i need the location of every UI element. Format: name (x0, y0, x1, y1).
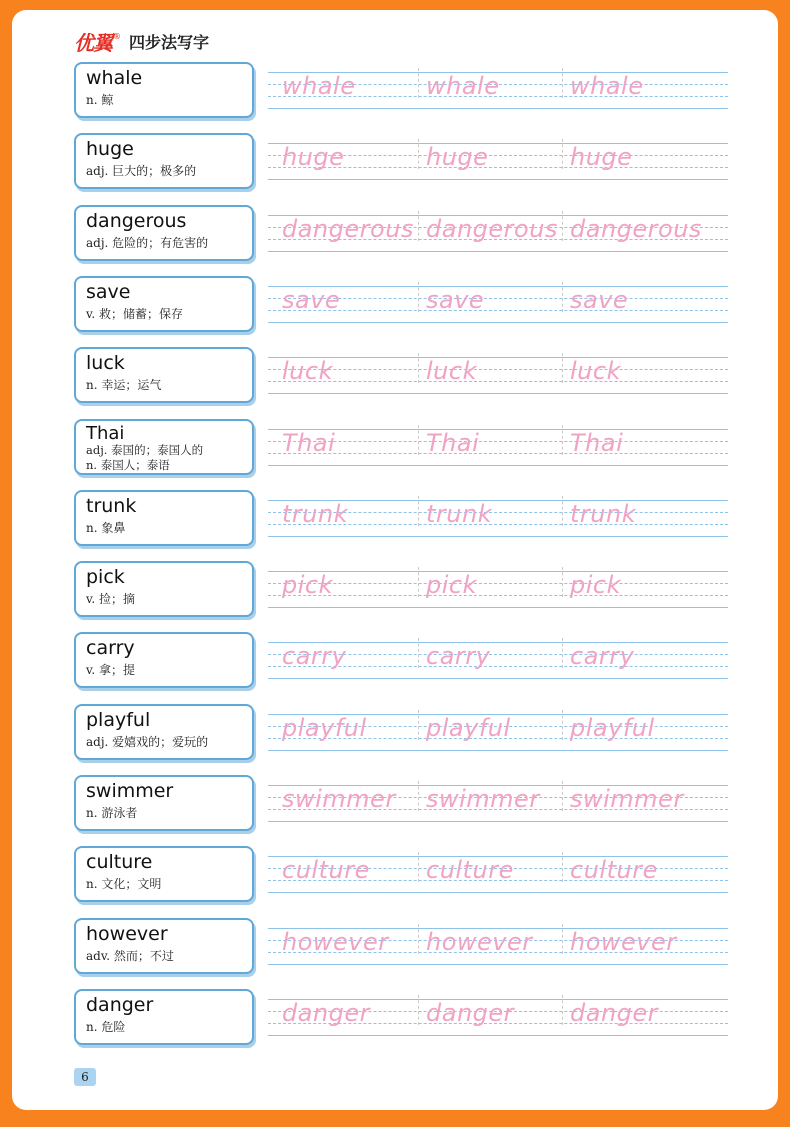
column-separator (562, 211, 563, 241)
vocab-meaning: v. 救；储蓄；保存 (86, 306, 183, 321)
vocab-meaning: n. 鲸 (86, 93, 114, 107)
word-card (74, 989, 254, 1045)
word-card (74, 775, 254, 831)
page-header (74, 24, 209, 58)
guide-line (268, 108, 728, 109)
column-separator (418, 211, 419, 241)
vocab-meaning: v. 捡；摘 (86, 592, 135, 607)
trace-word: carry (570, 642, 635, 671)
guide-line (268, 821, 728, 822)
word-card (74, 846, 254, 902)
trace-word: trunk (570, 499, 637, 528)
trace-word: carry (282, 642, 347, 671)
trace-word: swimmer (426, 785, 540, 813)
trace-word: Thai (282, 428, 336, 457)
trace-word: dangerous (282, 214, 414, 243)
trace-word: trunk (282, 499, 349, 528)
vocab-meaning: adv. 然而；不过 (86, 948, 174, 963)
trace-word: pick (426, 571, 477, 600)
word-card (74, 347, 254, 403)
guide-line (268, 750, 728, 751)
guide-line (268, 1035, 728, 1036)
vocab-word: huge (86, 138, 134, 161)
column-separator (418, 139, 419, 169)
guide-line (268, 322, 728, 323)
vocab-word: carry (86, 637, 135, 660)
guide-line (268, 251, 728, 252)
page-number: 6 (74, 1068, 96, 1086)
vocab-word: playful (86, 708, 151, 731)
vocab-row (12, 490, 778, 552)
column-separator (418, 496, 419, 526)
guide-line (268, 465, 728, 466)
column-separator (418, 425, 419, 455)
trace-word: save (426, 285, 485, 314)
guide-line (268, 571, 728, 572)
vocab-word: luck (86, 352, 125, 375)
writing-lines[interactable] (268, 62, 728, 122)
word-card (74, 490, 254, 546)
trace-word: culture (282, 856, 370, 885)
writing-lines[interactable] (268, 561, 728, 621)
vocab-row (12, 704, 778, 766)
guide-line (268, 369, 728, 370)
guide-line (268, 892, 728, 893)
word-card (74, 419, 254, 475)
trace-word: dangerous (426, 214, 558, 243)
vocab-word: save (86, 280, 131, 303)
guide-line (268, 964, 728, 965)
column-separator (418, 924, 419, 954)
vocab-meaning-secondary: n. 泰国人；泰语 (86, 457, 170, 472)
word-card (74, 704, 254, 760)
guide-line (268, 536, 728, 537)
writing-lines[interactable] (268, 133, 728, 193)
guide-line (268, 393, 728, 394)
vocab-row (12, 775, 778, 837)
guide-line (268, 453, 728, 454)
trace-word: whale (570, 72, 644, 100)
trace-word: huge (426, 143, 489, 172)
word-card (74, 561, 254, 617)
guide-line (268, 357, 728, 358)
vocab-meaning: n. 文化；文明 (86, 877, 162, 892)
column-separator (562, 710, 563, 740)
workbook-page (12, 10, 778, 1110)
vocab-word: whale (86, 67, 143, 89)
vocab-meaning: n. 幸运；运气 (86, 378, 162, 393)
trace-word: swimmer (282, 785, 396, 813)
vocab-row (12, 62, 778, 124)
column-separator (418, 852, 419, 882)
trace-word: playful (282, 713, 367, 742)
vocab-word: Thai (86, 422, 125, 444)
column-separator (418, 710, 419, 740)
column-separator (562, 282, 563, 312)
column-separator (562, 781, 563, 811)
writing-lines[interactable] (268, 347, 728, 407)
vocab-meaning: adj. 巨大的；极多的 (86, 164, 197, 179)
trace-word: whale (426, 72, 500, 100)
column-separator (562, 567, 563, 597)
brand-logo: 优翼 (74, 30, 112, 55)
vocab-meaning: adj. 危险的；有危害的 (86, 235, 209, 250)
trace-word: huge (570, 143, 633, 172)
column-separator (418, 68, 419, 98)
trace-word: playful (570, 713, 655, 742)
guide-line (268, 429, 728, 430)
column-separator (562, 924, 563, 954)
trace-word: pick (570, 571, 621, 600)
column-separator (418, 781, 419, 811)
trace-word: luck (282, 357, 333, 386)
guide-line (268, 583, 728, 584)
writing-lines[interactable] (268, 490, 728, 550)
word-card (74, 276, 254, 332)
vocab-row (12, 846, 778, 908)
trace-word: huge (282, 143, 345, 172)
trace-word: trunk (426, 499, 493, 528)
trace-word: carry (426, 642, 491, 671)
word-card (74, 62, 254, 118)
column-separator (562, 852, 563, 882)
trace-word: Thai (570, 428, 624, 457)
word-card (74, 205, 254, 261)
writing-lines[interactable] (268, 989, 728, 1049)
trace-word: swimmer (570, 785, 684, 813)
column-separator (418, 995, 419, 1025)
writing-lines[interactable] (268, 704, 728, 764)
trace-word: save (282, 285, 341, 314)
vocab-row (12, 989, 778, 1051)
guide-line (268, 441, 728, 442)
column-separator (418, 282, 419, 312)
writing-lines[interactable] (268, 918, 728, 978)
writing-lines[interactable] (268, 632, 728, 692)
vocab-row (12, 276, 778, 338)
vocab-row (12, 419, 778, 481)
trace-word: Thai (426, 428, 480, 457)
column-separator (562, 68, 563, 98)
trace-word: danger (282, 998, 371, 1027)
vocab-meaning: n. 游泳者 (86, 806, 138, 820)
vocab-row (12, 918, 778, 980)
vocab-meaning: n. 象鼻 (86, 520, 126, 535)
vocab-row (12, 561, 778, 623)
writing-lines[interactable] (268, 846, 728, 906)
trace-word: playful (426, 713, 511, 742)
guide-line (268, 678, 728, 679)
trace-word: whale (282, 72, 356, 100)
vocab-row (12, 205, 778, 267)
column-separator (418, 353, 419, 383)
guide-line (268, 179, 728, 180)
vocab-word: dangerous (86, 209, 187, 232)
vocab-word: swimmer (86, 780, 174, 802)
writing-lines[interactable] (268, 419, 728, 479)
word-card (74, 918, 254, 974)
column-separator (562, 995, 563, 1025)
trace-word: however (570, 927, 677, 956)
column-separator (562, 425, 563, 455)
trace-word: culture (426, 856, 514, 885)
vocab-meaning: v. 拿；提 (86, 663, 135, 678)
word-card (74, 133, 254, 189)
trace-word: luck (570, 357, 621, 386)
vocab-meaning: n. 危险 (86, 1019, 126, 1034)
series-title: 四步法写字 (129, 32, 210, 52)
writing-lines[interactable] (268, 205, 728, 265)
trace-word: danger (570, 998, 659, 1027)
vocab-meaning: adj. 泰国的；泰国人的 (86, 442, 204, 457)
trace-word: culture (570, 856, 658, 885)
vocab-word: culture (86, 851, 153, 874)
trace-word: save (570, 285, 629, 314)
column-separator (562, 139, 563, 169)
trace-word: however (426, 927, 533, 956)
trace-word: luck (426, 357, 477, 386)
vocab-row (12, 347, 778, 409)
guide-line (268, 607, 728, 608)
vocab-word: trunk (86, 494, 137, 517)
writing-lines[interactable] (268, 276, 728, 336)
vocab-meaning: adj. 爱嬉戏的；爱玩的 (86, 734, 209, 749)
word-card (74, 632, 254, 688)
vocab-word: pick (86, 566, 125, 589)
column-separator (562, 496, 563, 526)
column-separator (418, 567, 419, 597)
trace-word: however (282, 927, 389, 956)
column-separator (418, 638, 419, 668)
guide-line (268, 381, 728, 382)
guide-line (268, 595, 728, 596)
writing-lines[interactable] (268, 775, 728, 835)
vocab-row (12, 133, 778, 195)
trace-word: danger (426, 998, 515, 1027)
vocab-word: however (86, 922, 168, 945)
vocab-word: danger (86, 993, 154, 1016)
registered-mark: ® (113, 31, 121, 41)
column-separator (562, 353, 563, 383)
column-separator (562, 638, 563, 668)
trace-word: pick (282, 571, 333, 600)
vocab-row (12, 632, 778, 694)
trace-word: dangerous (570, 214, 702, 243)
